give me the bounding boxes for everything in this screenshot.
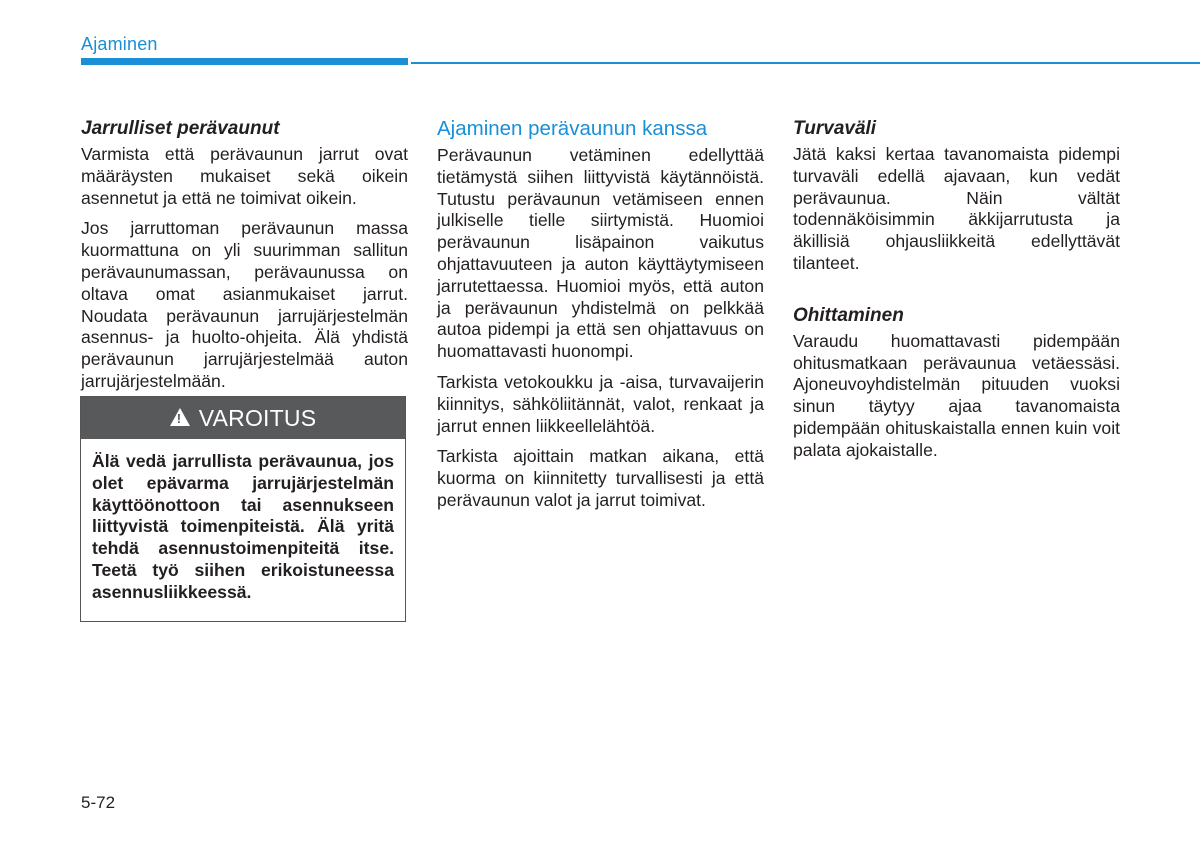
page-number: 5-72 bbox=[81, 793, 116, 812]
paragraph: Jätä kaksi kertaa tavanomaista pidempi turvaväli edellä ajavaan, kun vedät perävaunua. Näin vältät todennäköisimmin äkkijarrutusta ja äkillisiä ohjausliikkeitä edellyttävät tilanteet. bbox=[793, 144, 1120, 273]
paragraph: Tarkista vetokoukku ja -aisa, turvavaijerin kiinnitys, sähköliitännät, valot, renkaat ja jarrut ennen liikkeellelähtöä. bbox=[437, 371, 764, 436]
warning-box bbox=[80, 396, 406, 622]
column-distance-overtaking bbox=[793, 117, 1120, 471]
heading-overtaking: Ohittaminen bbox=[793, 304, 904, 326]
header-accent-bar bbox=[81, 58, 408, 65]
warning-title: VAROITUS bbox=[198, 404, 317, 431]
header-rule bbox=[411, 62, 1200, 64]
paragraph: Varaudu huomattavasti pidempään ohitusmatkaan perävaunua vetäessäsi. Ajoneuvoyhdistelmän pituuden vuoksi sinun täytyy ajaa tavanomaista pidempään ohituskaistalla ennen kuin voit palata ajokaistalle. bbox=[793, 330, 1120, 460]
paragraph: Varmista että perävaunun jarrut ovat määräysten mukaiset sekä oikein asennetut ja että ne toimivat oikein. bbox=[81, 144, 408, 208]
paragraph: Tarkista ajoittain matkan aikana, että kuorma on kiinnitetty turvallisesti ja että perävaunun valot ja jarrut toimivat. bbox=[437, 446, 764, 510]
section-header-title: Ajaminen bbox=[81, 34, 158, 54]
paragraph: Perävaunun vetäminen edellyttää tietämystä siihen liittyvistä käytännöistä. Tutustu perävaunun vetämiseen ennen julkiselle tielle siirtymistä. Huomioi perävaunun lisäpainon vaikutus ohjattavuuteen ja auton käyttäytymiseen jarrutettaessa. Huomioi myös, että auton ja perävaunun yhdistelmä on pelkkää autoa pidempi ja että sen ohjattavuus on huomattavasti huonompi. bbox=[437, 145, 764, 362]
paragraph: Jos jarruttoman perävaunun massa kuormattuna on yli suurimman sallitun perävaunumassan, perävaunussa on oltava omat asianmukaiset jarrut. Noudata perävaunun jarrujärjestelmän asennus- ja huolto-ohjeita. Älä yhdistä perävaunun jarrujärjestelmää auton jarrujärjestelmään. bbox=[81, 218, 408, 391]
column-braked-trailers bbox=[81, 117, 408, 402]
warning-triangle-icon bbox=[170, 408, 190, 426]
warning-text: Älä vedä jarrullista perävaunua, jos olet epävarma jarrujärjestelmän käyttöönottoon tai asennukseen liittyvistä toimenpiteistä. Älä yritä tehdä asennustoimenpiteitä itse. Teetä työ siihen erikoistuneessa asennusliikkeessä. bbox=[92, 451, 394, 602]
column-driving-with-trailer bbox=[437, 117, 764, 521]
heading-driving-with-trailer: Ajaminen perävaunun kanssa bbox=[437, 117, 708, 140]
heading-safe-distance: Turvaväli bbox=[793, 118, 877, 139]
heading-braked-trailers: Jarrulliset perävaunut bbox=[81, 118, 280, 139]
warning-header bbox=[81, 397, 405, 439]
